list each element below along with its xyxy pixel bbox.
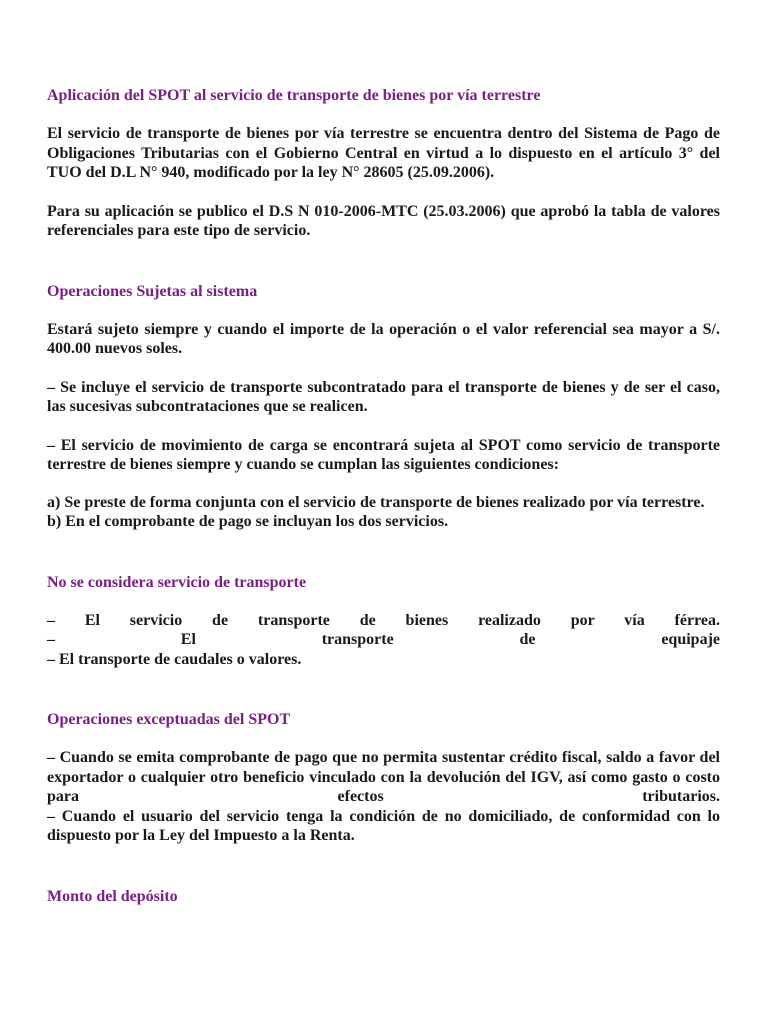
section-heading-operaciones-sujetas: Operaciones Sujetas al sistema [47,282,258,300]
paragraph-sujeto-importe: Estará sujeto siempre y cuando el importe de la operación o el valor referencial sea mayor a S/. 400.00 nuevos soles. [47,320,720,357]
paragraph-subcontratado: – Se incluye el servicio de transporte subcontratado para el transporte de bienes y de ser el caso, las sucesivas subcontrataciones que se realicen. [47,378,720,415]
section-heading-monto-deposito: Monto del depósito [47,887,178,905]
paragraph-servicio-transporte: El servicio de transporte de bienes por vía terrestre se encuentra dentro del Sistema de Pago de Obligaciones Tributarias con el Gobierno Central en virtud a lo dispuesto en el artículo 3° del TUO del D.L N° 940, modificado por la ley N° 28605 (25.09.2006). [47,125,720,181]
document-page [47,86,720,907]
excluded-item-equipaje: – El transporte de equipaje [47,631,720,648]
paragraph-aplicacion-ds: Para su aplicación se publico el D.S N 010-2006-MTC (25.03.2006) que aprobó la tabla de valores referenciales para este tipo de servicio. [47,202,720,239]
section-heading-aplicacion: Aplicación del SPOT al servicio de transporte de bienes por vía terrestre [47,87,541,104]
condition-item-b: b) En el comprobante de pago se incluyan los dos servicios. [47,513,449,530]
excluded-item-caudales: – El transporte de caudales o valores. [47,650,302,668]
section-heading-operaciones-exceptuadas: Operaciones exceptuadas del SPOT [47,711,291,728]
excluded-list [47,611,720,670]
paragraph-movimiento-carga: – El servicio de movimiento de carga se encontrará sujeta al SPOT como servicio de transporte terrestre de bienes siempre y cuando se cumplan las siguientes condiciones: [47,436,720,473]
conditions-list [47,493,720,532]
exceptions-list [47,748,720,846]
exception-item-no-domiciliado: – Cuando el usuario del servicio tenga la condición de no domiciliado, de conformidad con lo dispuesto por la Ley del Impuesto a la Renta. [47,807,720,844]
exception-item-comprobante: – Cuando se emita comprobante de pago que no permita sustentar crédito fiscal, saldo a favor del exportador o cualquier otro beneficio vinculado con la devolución del IGV, así como gasto o costo para efectos tributarios. [47,749,720,805]
section-heading-no-se-considera: No se considera servicio de transporte [47,573,307,591]
excluded-item-via-ferrea: – El servicio de transporte de bienes realizado por vía férrea. [47,611,720,629]
condition-item-a: a) Se preste de forma conjunta con el servicio de transporte de bienes realizado por vía terrestre. [47,493,705,511]
